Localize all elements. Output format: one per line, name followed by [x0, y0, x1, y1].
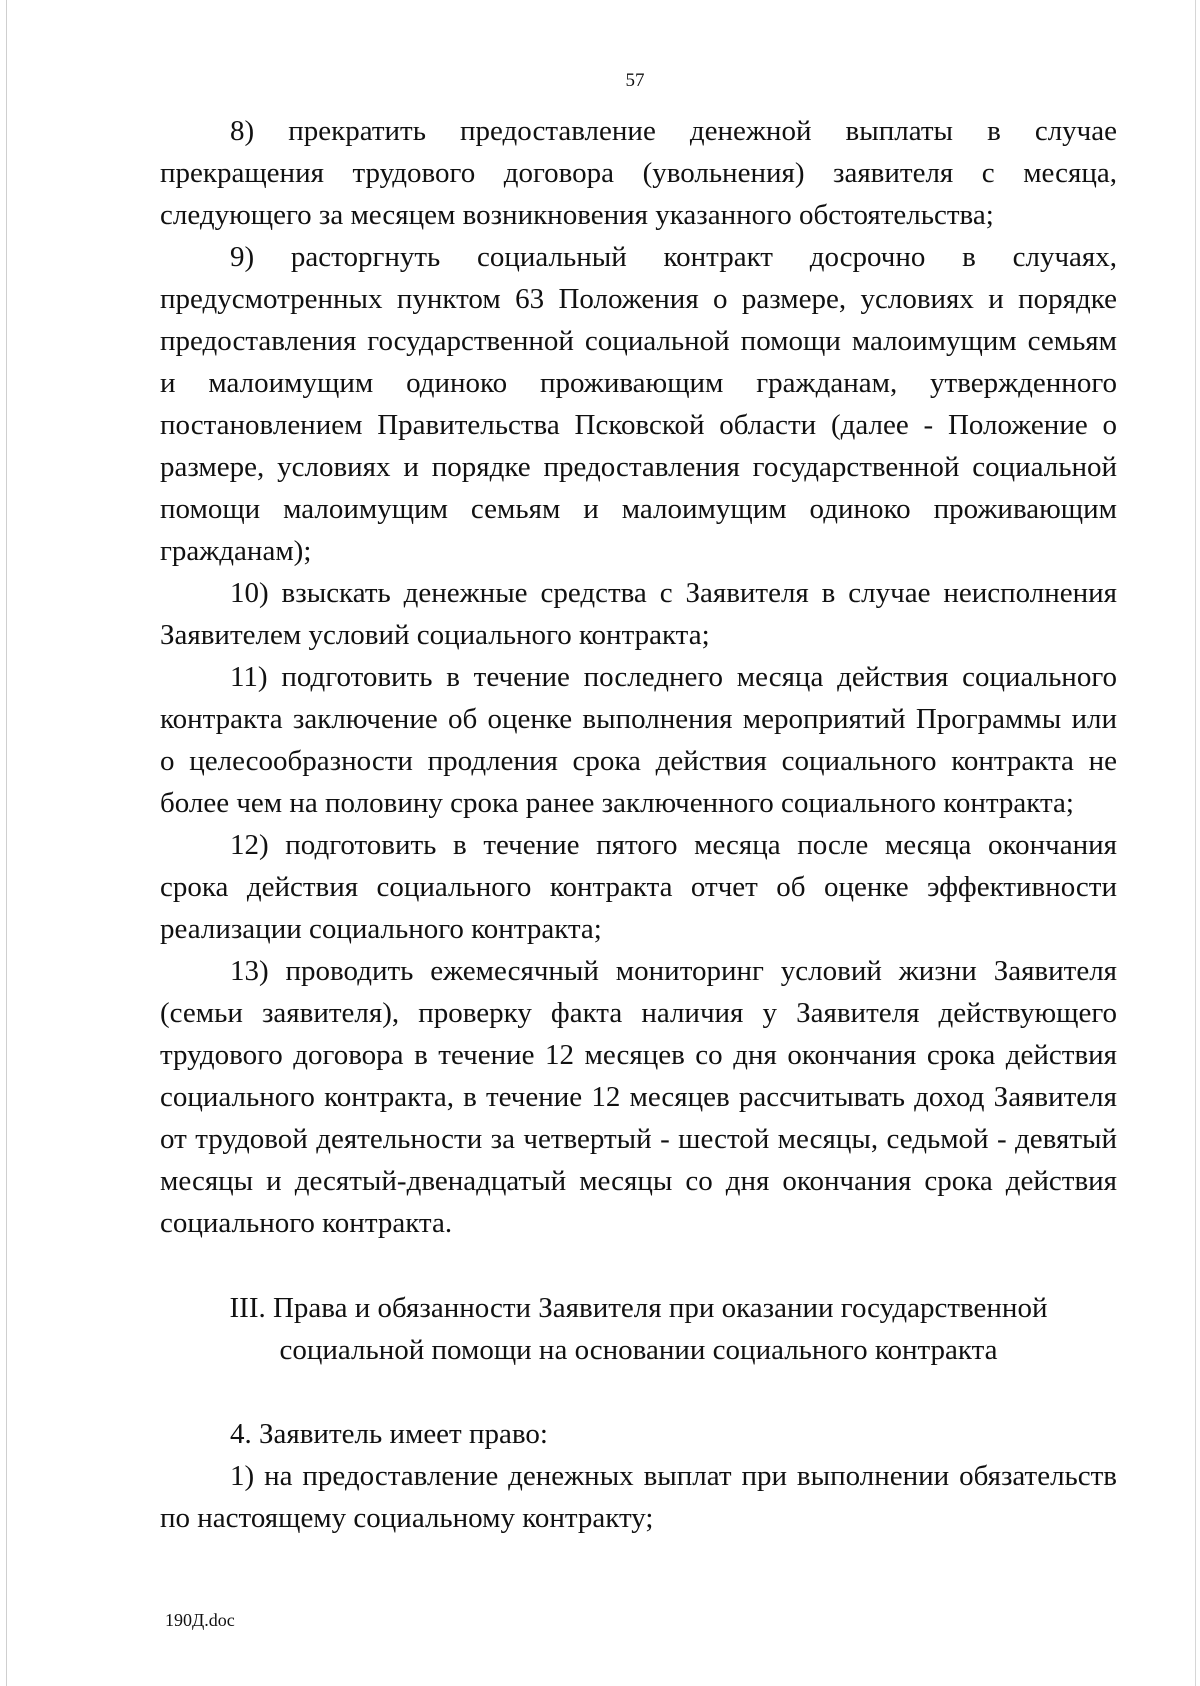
rights-intro: 4. Заявитель имеет право: — [230, 1418, 548, 1450]
scan-edge-left — [6, 0, 7, 1686]
clause-9: 9) расторгнуть социальный контракт досрочно в случаях, предусмотренных пунктом 63 Положения о размере, условиях и порядке предоставления государственной социальной помощи малоимущим семьям и малоимущим одиноко проживающим гражданам, утвержденного постановлением Правительства Псковской области (далее - Положение о размере, условиях и порядке предоставления государственной социальной помощи малоимущим семьям и малоимущим одиноко проживающим гражданам); — [160, 241, 1117, 567]
document-body — [160, 110, 1117, 1539]
right-1: 1) на предоставление денежных выплат при выполнении обязательств по настоящему социальному контракту; — [160, 1460, 1117, 1534]
clause-11: 11) подготовить в течение последнего месяца действия социального контракта заключение об оценке выполнения мероприятий Программы или о целесообразности продления срока действия социального контракта не более чем на половину срока ранее заключенного социального контракта; — [160, 661, 1117, 819]
section-heading — [160, 1287, 1117, 1371]
section-heading-line-1: III. Права и обязанности Заявителя при оказании государственной — [229, 1292, 1048, 1324]
clause-8: 8) прекратить предоставление денежной выплаты в случае прекращения трудового договора (увольнения) заявителя с месяца, следующего за месяцем возникновения указанного обстоятельства; — [160, 115, 1117, 231]
page-number: 57 — [625, 70, 645, 91]
clause-12: 12) подготовить в течение пятого месяца после месяца окончания срока действия социального контракта отчет об оценке эффективности реализации социального контракта; — [160, 829, 1117, 945]
footer-filename: 190Д.doc — [165, 1610, 235, 1630]
clause-13: 13) проводить ежемесячный мониторинг условий жизни Заявителя (семьи заявителя), проверку факта наличия у Заявителя действующего трудового договора в течение 12 месяцев со дня окончания срока действия социального контракта, в течение 12 месяцев рассчитывать доход Заявителя от трудовой деятельности за четвертый - шестой месяцы, седьмой - девятый месяцы и десятый-двенадцатый месяцы со дня окончания срока действия социального контракта. — [160, 955, 1117, 1239]
section-spacer — [160, 1371, 1117, 1413]
clause-10: 10) взыскать денежные средства с Заявителя в случае неисполнения Заявителем условий социального контракта; — [160, 577, 1117, 651]
section-heading-line-2: социальной помощи на основании социального контракта — [279, 1334, 998, 1366]
scan-edge-right — [1195, 0, 1196, 1686]
